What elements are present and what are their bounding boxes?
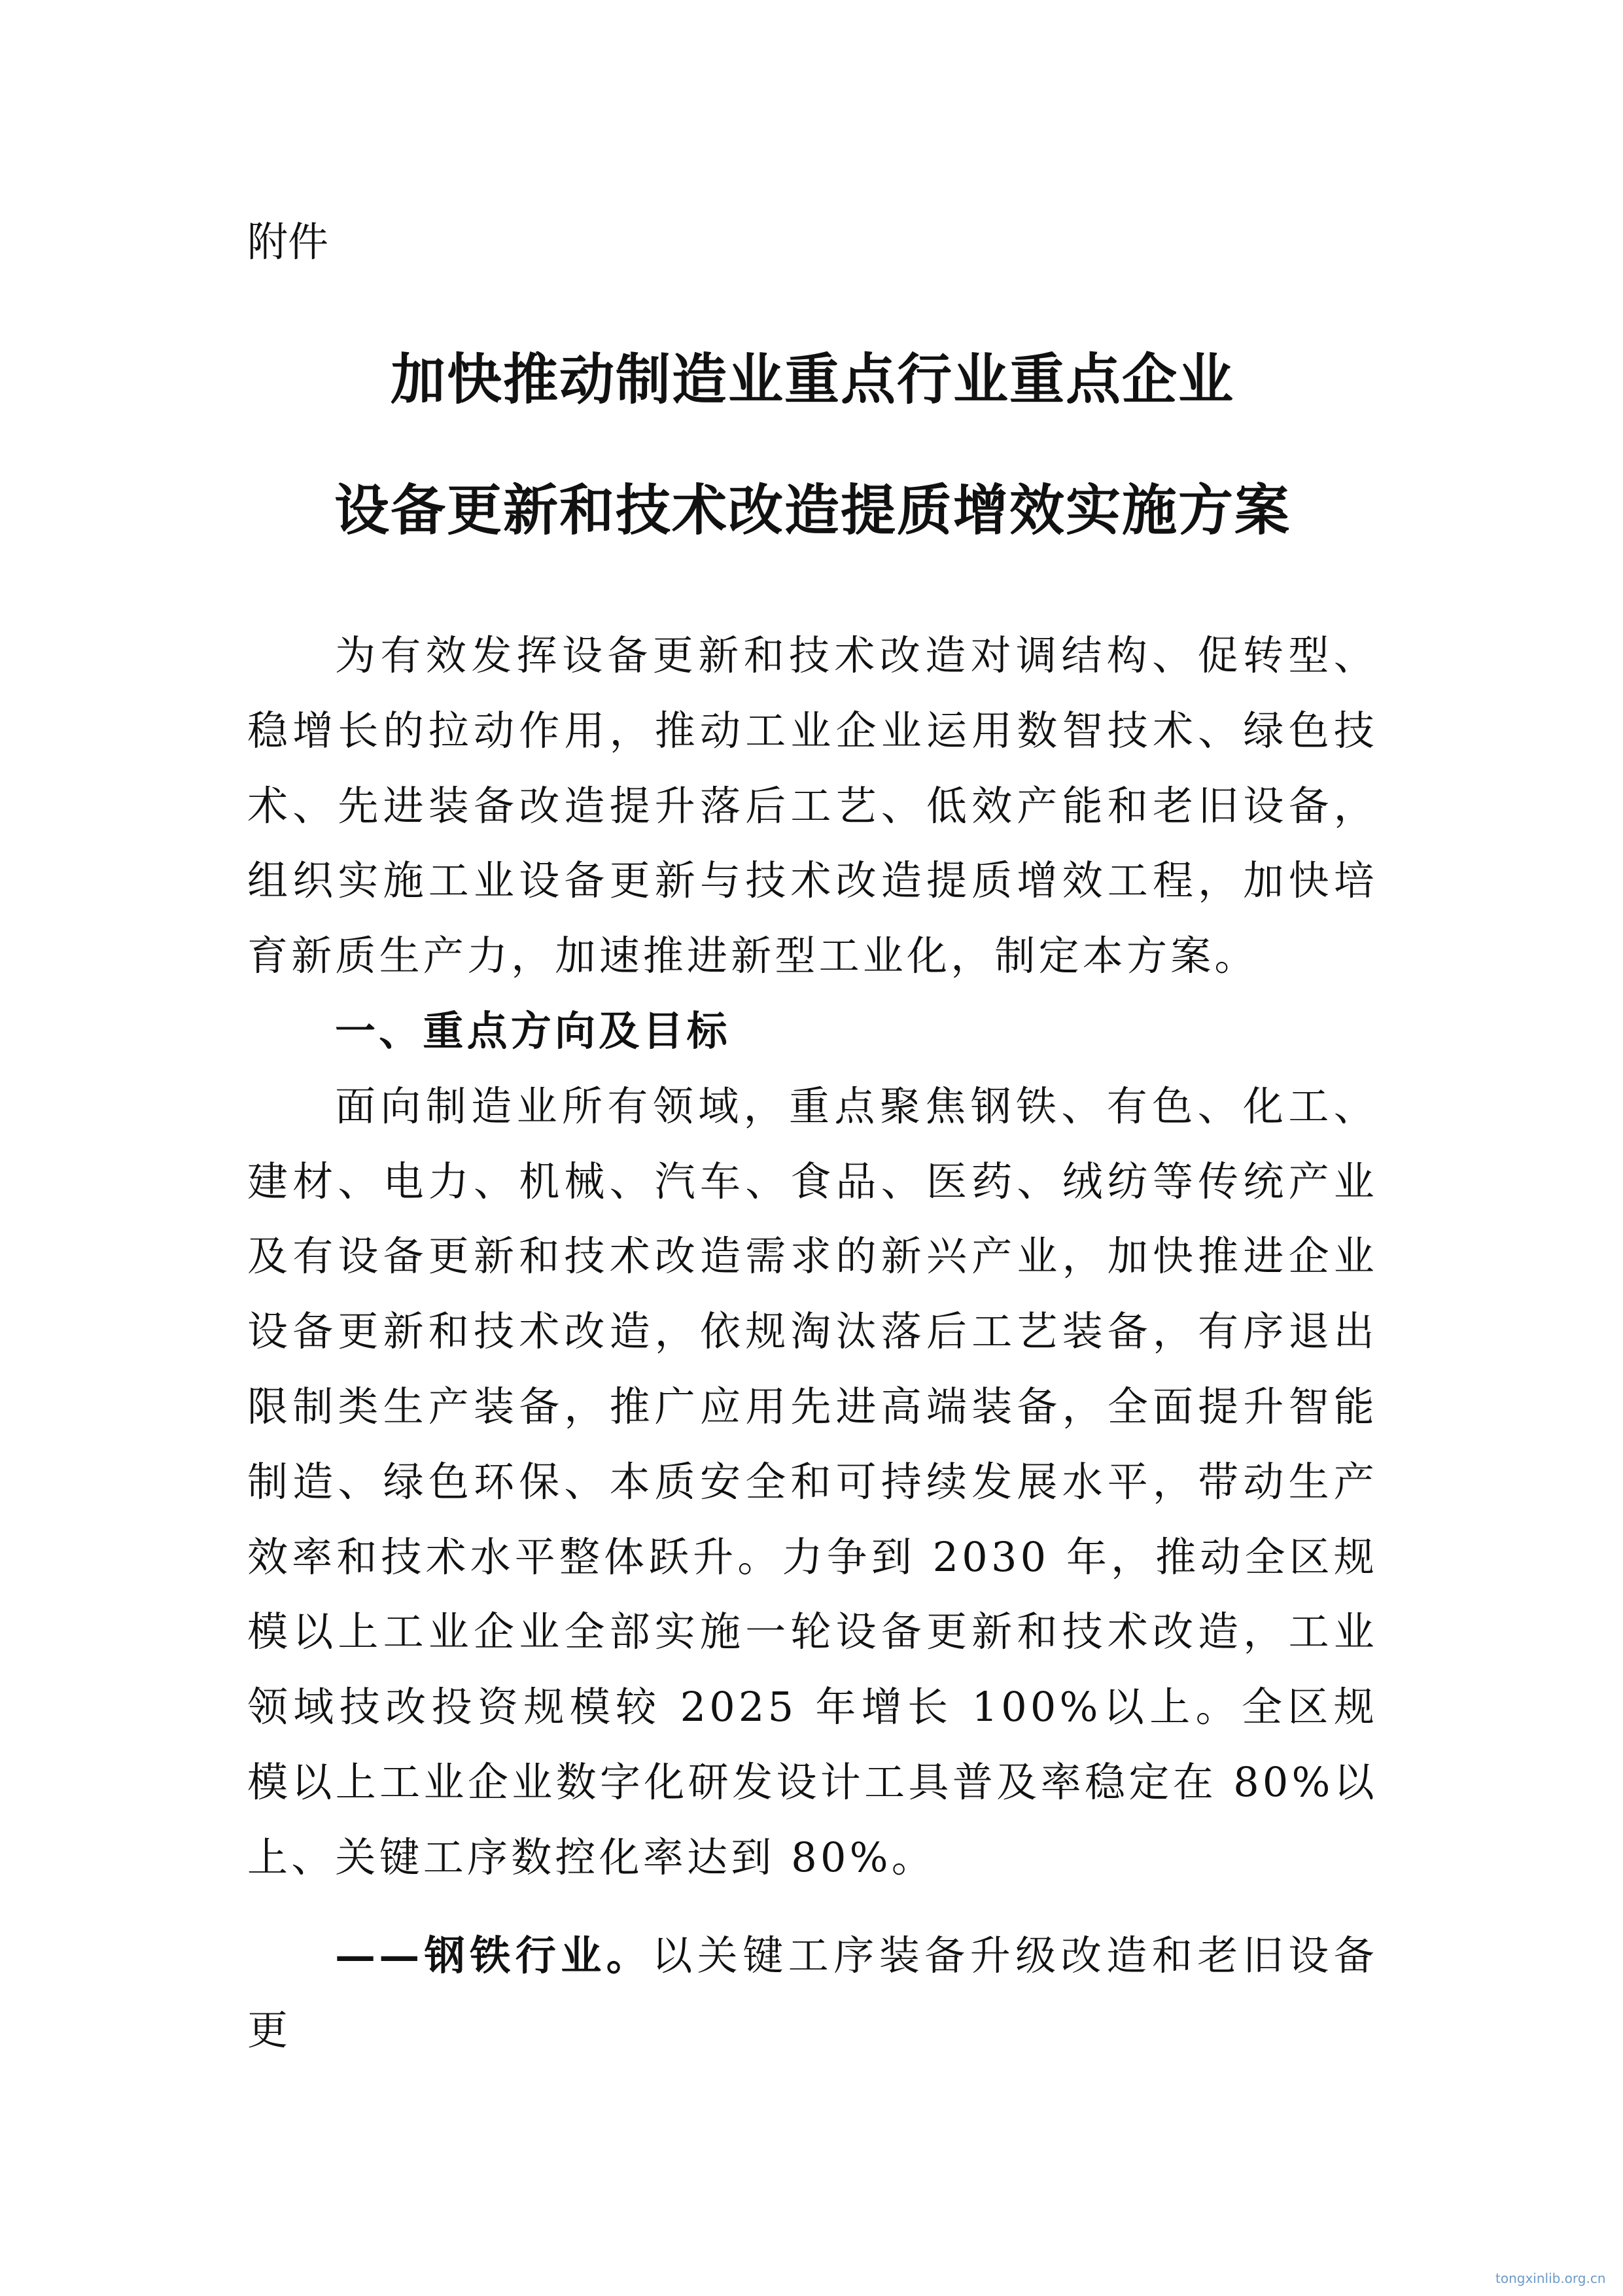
intro-paragraph: 为有效发挥设备更新和技术改造对调结构、促转型、稳增长的拉动作用，推动工业企业运用数智技术、绿色技术、先进装备改造提升落后工艺、低效产能和老旧设备，组织实施工业设备更新与技术改造提质增效工程，加快培育新质生产力，加速推进新型工业化，制定本方案。 <box>247 631 1378 980</box>
attachment-label: 附件 <box>247 218 329 266</box>
document-title-line-1: 加快推动制造业重点行业重点企业 <box>390 347 1234 412</box>
steel-sector-paragraph <box>247 1918 1378 2069</box>
section-paragraph: 面向制造业所有领域，重点聚焦钢铁、有色、化工、建材、电力、机械、汽车、食品、医药、绒纺等传统产业及有设备更新和技术改造需求的新兴产业，加快推进企业设备更新和技术改造，依规淘汰落后工艺装备，有序退出限制类生产装备，推广应用先进高端装备，全面提升智能制造、绿色环保、本质安全和可持续发展水平，带动生产效率和技术水平整体跃升。力争到 2030 年，推动全区规模以上工业企业全部实施一轮设备更新和技术改造，工业领域技改投资规模较 2025 年增长 100%以上。全区规模以上工业企业数字化研发设计工具普及率稳定在 80%以上、关键工序数控化率达到 80%。 <box>247 1082 1378 1881</box>
document-body <box>247 618 1378 2068</box>
document-title-line-2: 设备更新和技术改造提质增效实施方案 <box>334 478 1291 542</box>
steel-sector-text: 以关键工序装备升级改造和老旧设备更 <box>247 1931 1378 2055</box>
section-heading: 一、重点方向及目标 <box>335 1006 731 1055</box>
steel-sector-label: ——钢铁行业。 <box>335 1931 652 1979</box>
site-watermark: tongxinlib.org.cn <box>1495 2270 1606 2286</box>
